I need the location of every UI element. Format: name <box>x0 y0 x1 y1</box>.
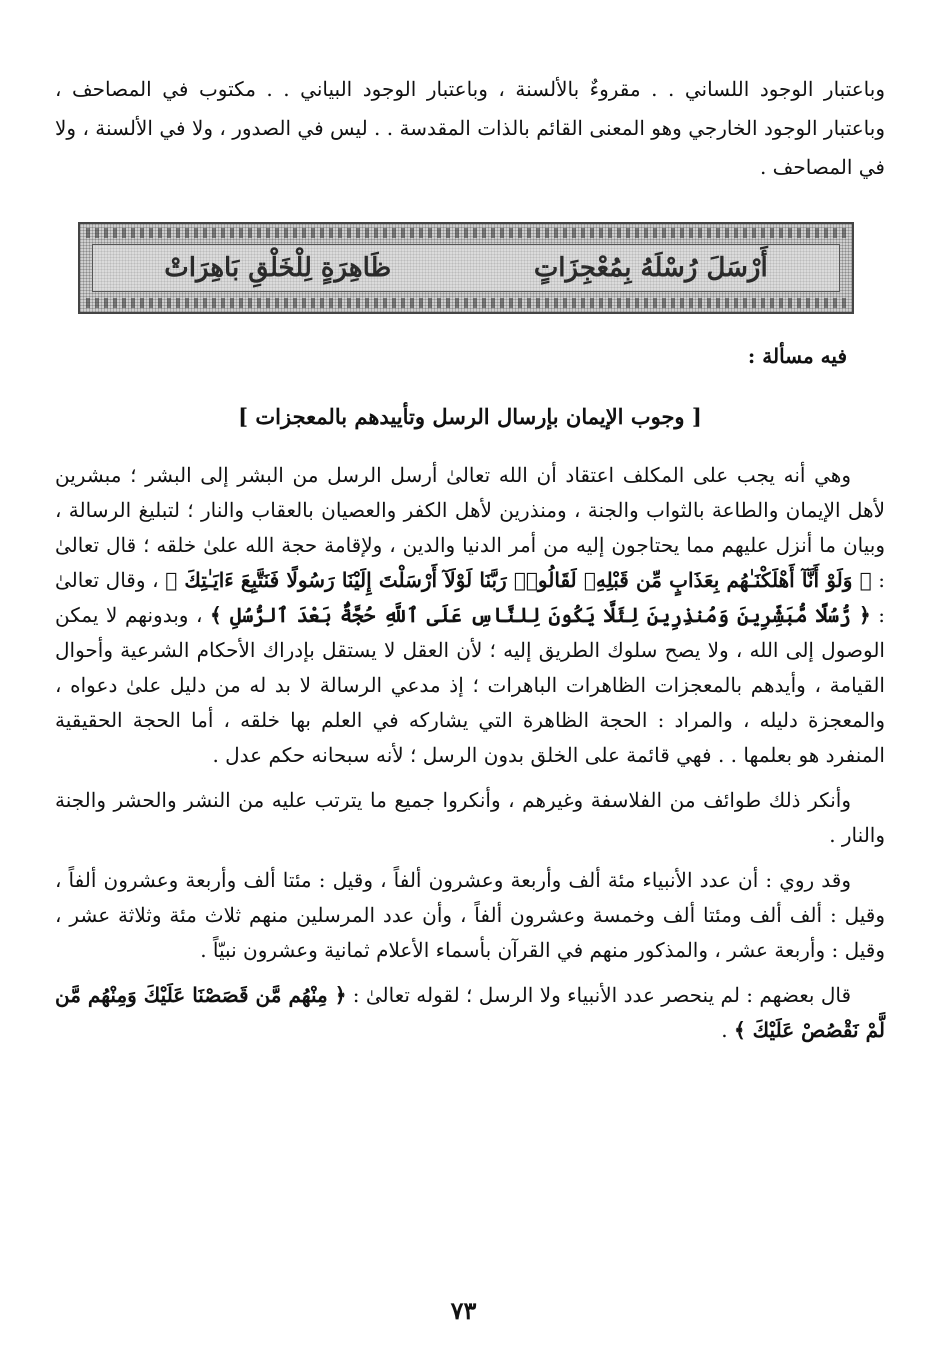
top-paragraph: وباعتبار الوجود اللساني . . مقروءٌ بالألسنة ، وباعتبار الوجود البياني . . مكتوب في المصاحف ، وباعتبار الوجود الخارجي وهو المعنى القائم بالذات المقدسة . . ليس في الصدور ، ولا في الألسنة ، ولا في المصاحف . <box>55 77 885 179</box>
banner-text-frame <box>92 244 840 292</box>
banner-bottom-ornament <box>86 298 846 308</box>
paragraph-1-text-a: وهي أنه يجب على المكلف اعتقاد أن الله تعالىٰ أرسل الرسل من البشر إلى البشر ؛ مبشرين لأهل الإيمان والطاعة بالثواب والجنة ، ومنذرين لأهل الكفر والعصيان بالعقاب والنار ؛ لتبليغ الرسالة ، وبيان ما أنزل عليهم مما يحتاجون إليه من أمر الدنيا والدين ، ولإقامة حجة الله علىٰ خلقه ؛ قال تعالىٰ : <box>55 463 886 592</box>
page-number: ٧٣ <box>450 1296 477 1325</box>
question-label: فيه مسألة : <box>747 344 847 368</box>
paragraph-4-text-b: . <box>721 1018 728 1042</box>
banner-left-hemistich: ظَاهِرَةٍ لِلْخَلْقِ بَاهِرَاتْ <box>164 253 392 283</box>
paragraph-1 <box>55 458 885 773</box>
paragraph-4-text-a: قال بعضهم : لم ينحصر عدد الأنبياء ولا الرسل ؛ لقوله تعالىٰ : <box>352 983 852 1007</box>
paragraph-2: وأنكر ذلك طوائف من الفلاسفة وغيرهم ، وأنكروا جميع ما يترتب عليه من النشر والحشر والجنة والنار . <box>55 788 885 847</box>
verse-banner <box>78 222 854 314</box>
section-heading: [ وجوب الإيمان بإرسال الرسل وتأييدهم بالمعجزات ] <box>238 404 702 429</box>
banner-right-hemistich: أَرْسَلَ رُسْلَهُ بِمُعْجِزَاتٍ <box>533 253 768 283</box>
quran-verse-2: ﴿ رُّسُلًا مُّبَشِّرِينَ وَمُنذِرِينَ لِئَلَّا يَكُونَ لِلنَّاسِ عَلَى ٱللَّهِ حُجَّةٌۢ بَعْدَ ٱلرُّسُلِ ﴾ <box>210 603 871 627</box>
quran-verse-1: ﴿ وَلَوْ أَنَّآ أَهْلَكْنَـٰهُم بِعَذَابٍ مِّن قَبْلِهِۦ لَقَالُوا۟ رَبَّنَا لَوْلَآ أَرْسَلْتَ إِلَيْنَا رَسُولًا فَنَتَّبِعَ ءَايَـٰتِكَ ﴾ <box>165 568 872 592</box>
paragraph-4 <box>55 978 885 1048</box>
main-text-block <box>55 458 885 1048</box>
paragraph-1-text-c: ، وبدونهم لا يمكن الوصول إلى الله ، ولا يصح سلوك الطريق إليه ؛ لأن العقل لا يستقل بإدراك الأحكام الشرعية وأحوال القيامة ، وأيدهم بالمعجزات الظاهرات الباهرات ؛ إذ مدعي الرسالة لا بد له من دليل علىٰ دعواه ، والمعجزة دليله ، والمراد : الحجة الظاهرة التي يشاركه في العلم بها خلقه ، أما الحجة الحقيقية المنفرد هو بعلمها . . فهي قائمة على الخلق بدون الرسل ؛ لأنه سبحانه حكم عدل . <box>55 603 885 767</box>
paragraph-3: وقد روي : أن عدد الأنبياء مئة ألف وأربعة وعشرون ألفاً ، وقيل : مئتا ألف وأربعة وعشرون ألفاً ، وقيل : ألف ألف ومئتا ألف وخمسة وعشرون ألفاً ، وأن عدد المرسلين منهم ثلاث مئة وثلاثة عشر ، وقيل : وأربعة عشر ، والمذكور منهم في القرآن بأسماء الأعلام ثمانية وعشرون نبيّاً . <box>55 868 885 962</box>
paragraph-1-text-b: ، وقال تعالىٰ : <box>55 568 886 627</box>
quran-verse-3: ﴿ مِنْهُم مَّن قَصَصْنَا عَلَيْكَ وَمِنْهُم مَّن لَّمْ نَقْصُصْ عَلَيْكَ ﴾ <box>55 983 885 1042</box>
top-paragraph-block <box>55 70 885 187</box>
banner-top-ornament <box>86 228 846 238</box>
